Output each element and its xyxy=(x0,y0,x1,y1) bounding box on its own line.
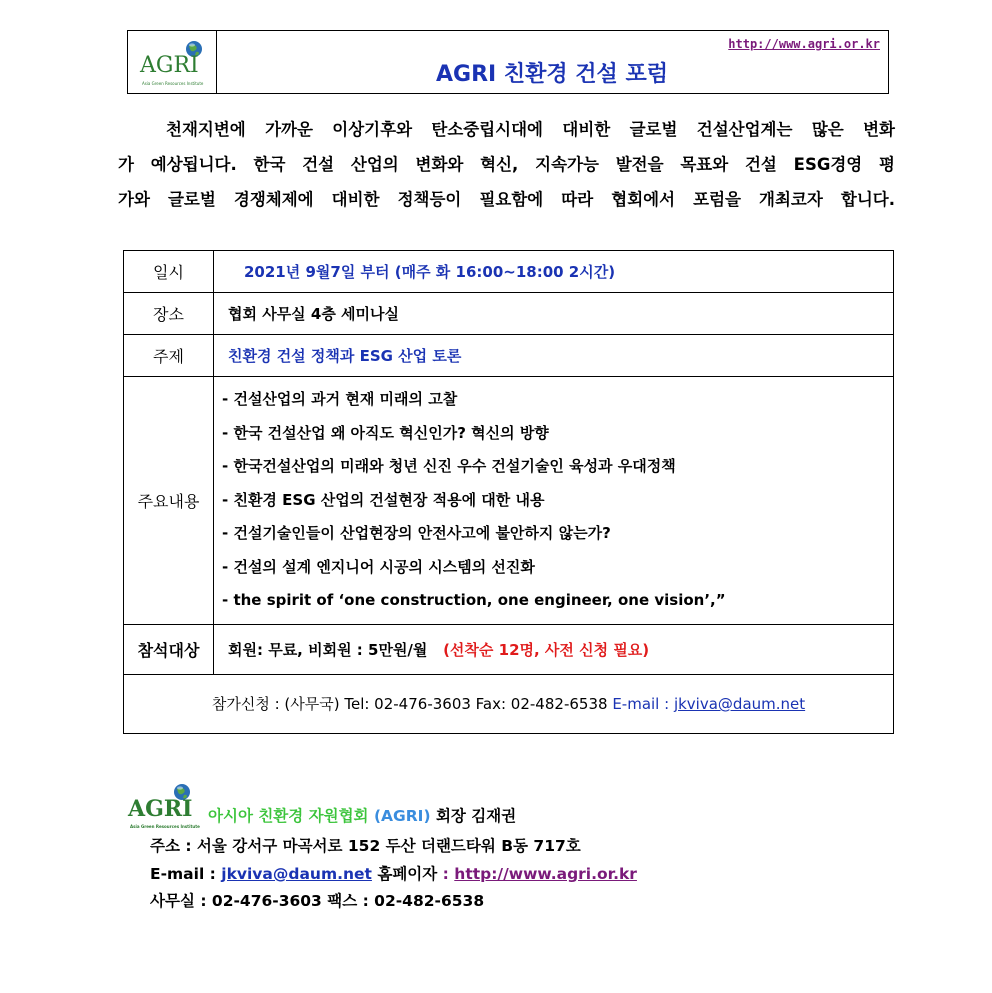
intro-line-1: 천재지변에 가까운 이상기후와 탄소중립시대에 대비한 글로벌 건설산업계는 많은 변화 xyxy=(166,120,895,139)
footer-logo-subtitle: Asia Green Resources Institute xyxy=(130,824,200,829)
list-item: - 친환경 ESG 산업의 건설현장 적용에 대한 내용 xyxy=(222,490,545,509)
content-row xyxy=(124,377,894,625)
topic-value: 친환경 건설 정책과 ESG 산업 토론 xyxy=(214,335,894,377)
list-item: - 건설기술인들이 산업현장의 안전사고에 불안하지 않는가? xyxy=(222,524,611,542)
president: 회장 김재권 xyxy=(435,807,517,825)
attend-cell xyxy=(214,624,894,674)
homepage-colon: : xyxy=(442,865,449,883)
topic-label: 주제 xyxy=(124,335,214,377)
header-url-link[interactable]: http://www.agri.or.kr xyxy=(728,37,880,51)
homepage-label: 홈페이자 xyxy=(377,865,438,883)
date-row xyxy=(124,251,894,293)
attend-label: 참석대상 xyxy=(124,624,214,674)
date-label: 일시 xyxy=(124,251,214,293)
place-value: 협회 사무실 4층 세미나실 xyxy=(214,293,894,335)
attend-value: 회원: 무료, 비회원 : 5만원/월 xyxy=(228,640,428,659)
address-line: 주소 : 서울 강서구 마곡서로 152 두산 더랜드타워 B동 717호 xyxy=(150,837,581,855)
intro-line-3: 가와 글로벌 경쟁체제에 대비한 정책등이 필요함에 따라 협회에서 포럼을 개최코자 합니다. xyxy=(118,190,895,209)
email-line xyxy=(150,862,637,884)
contact-text: 참가신청 : (사무국) Tel: 02-476-3603 Fax: 02-482-6538 xyxy=(211,695,608,713)
agri-logo xyxy=(140,39,210,89)
org-abbr: (AGRI) xyxy=(373,807,431,825)
homepage-link[interactable]: http://www.agri.or.kr xyxy=(454,865,637,883)
logo-text: AGRI xyxy=(140,53,199,78)
topic-row xyxy=(124,335,894,377)
org-line xyxy=(208,804,516,826)
header-box xyxy=(127,30,889,94)
attend-row xyxy=(124,624,894,674)
intro-paragraph xyxy=(118,112,895,217)
footer-agri-logo xyxy=(128,782,198,832)
list-item: - 한국건설산업의 미래와 청년 신진 우수 건설기술인 육성과 우대정책 xyxy=(222,457,676,475)
header-logo-cell xyxy=(128,31,217,93)
contact-email-link[interactable]: jkviva@daum.net xyxy=(673,695,806,713)
logo-subtitle: Asia Green Resources Institute xyxy=(142,81,204,86)
contact-row xyxy=(124,674,894,733)
date-value: 2021년 9월7일 부터 (매주 화 16:00~18:00 2시간) xyxy=(214,251,894,293)
intro-line-2: 가 예상됩니다. 한국 건설 산업의 변화와 혁신, 지속가능 발전을 목표와 건설 ESG경영 평 xyxy=(118,155,895,174)
email-label: E-mail : xyxy=(150,865,216,883)
content-cell xyxy=(214,377,894,625)
contact-email-label: E-mail : xyxy=(612,695,670,713)
content-label: 주요내용 xyxy=(124,377,214,625)
list-item: - 건설의 설계 엔지니어 시공의 시스템의 선진화 xyxy=(222,557,535,576)
attend-note: (선착순 12명, 사전 신청 필요) xyxy=(443,640,650,659)
place-row xyxy=(124,293,894,335)
list-item: - 건설산업의 과거 현재 미래의 고찰 xyxy=(222,390,458,408)
footer-email-link[interactable]: jkviva@daum.net xyxy=(221,865,372,883)
footer-logo-text: AGRI xyxy=(128,796,193,822)
place-label: 장소 xyxy=(124,293,214,335)
event-info-table xyxy=(123,250,894,734)
list-item: - the spirit of ‘one construction, one engineer, one vision’,” xyxy=(222,591,726,609)
office-line: 사무실 : 02-476-3603 팩스 : 02-482-6538 xyxy=(150,892,485,910)
list-item: - 한국 건설산업 왜 아직도 혁신인가? 혁신의 방향 xyxy=(222,423,549,442)
page-title: AGRI 친환경 건설 포럼 xyxy=(436,62,668,87)
contact-cell xyxy=(124,674,894,733)
org-name: 아시아 친환경 자원협회 xyxy=(208,807,369,825)
content-list xyxy=(214,383,893,618)
